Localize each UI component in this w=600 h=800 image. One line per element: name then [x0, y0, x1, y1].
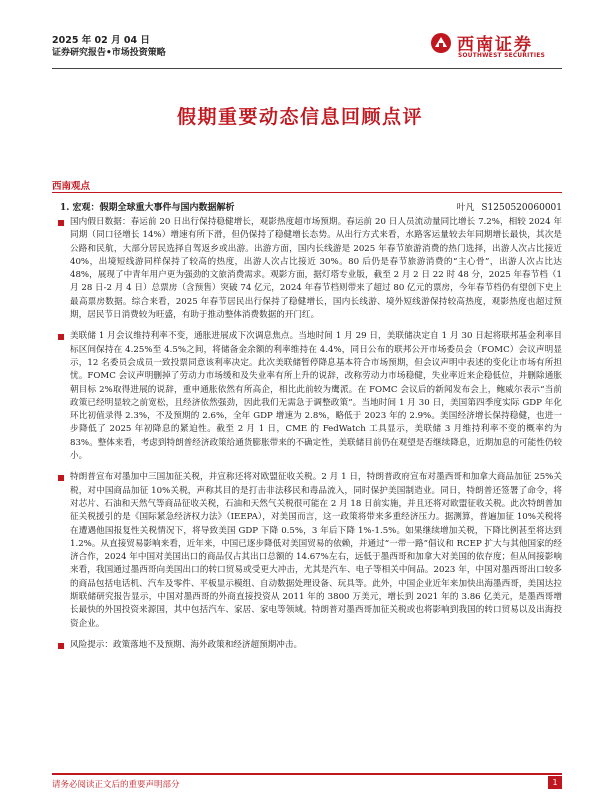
bullet-list [58, 216, 562, 660]
section-heading: 西南观点 [52, 181, 91, 192]
report-date: 2025 年 02 月 04 日 [52, 35, 150, 46]
bullet-item [58, 471, 562, 631]
logo-name-cn: 西南证券 [457, 35, 533, 55]
page-number: 1 [548, 776, 562, 789]
bullet-item [58, 330, 562, 463]
square-bullet-icon [58, 334, 64, 340]
logo-name-en: SOUTHWEST SECURITIES [458, 53, 546, 59]
author-name: 叶凡 [456, 203, 475, 213]
footer-disclaimer: 请务必阅读正文后的重要声明部分 [52, 780, 180, 790]
author-info [453, 200, 563, 213]
subsection-heading: 1. 宏观：假期全球重大事件与国内数据解析 [60, 203, 235, 213]
report-category: 证券研究报告•市场投资策略 [52, 48, 166, 58]
logo-mark-icon [430, 32, 452, 54]
bullet-text: 美联储 1 月会议维持利率不变，通胀进展成下次调息焦点。当地时间 1 月 29 日，美联储决定自 1 月 30 日起将联邦基金利率目标区间保持在 4.25%至 4.5%之间，将储备金余额的利率维持在 4.4%，同日公布的联邦公开市场委员会（FOMC）会议声明显示，12 名委员会成员一致投票同意该利率决定。此次美联储暂停降息基本符合市场预期，但会议声明中表述的变化让市场有所担忧。FOMC 会议声明删掉了劳动力市场缓和及失业率有所上升的说辞，改称劳动力市场稳健，失业率近来企稳低位，并删除通胀朝目标 2%取得进展的说辞，重申通胀依然有所高企，相比此前较为鹰派。在 FOMC 会议后的新闻发布会上，鲍威尔表示“当前政策已经明显较之前宽松，且经济依然强劲，因此我们无需急于调整政策”。当地时间 1 月 30 日，美国第四季度实际 GDP 年化环比初值录得 2.3%，不及预期的 2.6%，全年 GDP 增速为 2.8%，略低于 2023 年的 2.9%。美国经济增长保持稳健，也进一步降低了 2025 年初降息的紧迫性。截至 2 月 1 日，CME 的 FedWatch 工具显示，美联储 3 月维持利率不变的概率约为 83%。整体来看，考虑到特朗普经济政策给通货膨胀带来的不确定性，美联储目前仍在观望是否继续降息，近期加息的可能性仍较小。 [70, 331, 562, 462]
author-cert: S1250520060001 [481, 203, 562, 213]
bullet-item [58, 216, 562, 322]
bullet-text: 国内假日数据：春运前 20 日出行保持稳健增长，观影热度超市场预期。春运前 20 日人员流动量同比增长 7.2%，相较 2024 年同期（同口径增长 14%）增速有所下滑，但仍保持了稳健增长态势。从出行方式来看，水路客运量较去年同期增长最快，其次是公路和民航，大部分居民选择自驾返乡或出游。出游方面，国内长线游是 2025 年春节旅游消费的热门选择，出游人次占比接近 40%，出境短线游同样保持了较高的热度，出游人次占比接近 30%。80 后仍是春节旅游消费的“主心骨”，出游人次占比达 48%，展现了中青年用户更为强劲的文旅消费需求。观影方面，据灯塔专业版，截至 2 月 2 日 22 时 48 分，2025 年春节档（1 月 28 日-2 月 4 日）总票房（含预售）突破 74 亿元，2024 年春节档则带来了超过 80 亿元的票房，今年春节档仍有望创下史上最高票房数据。综合来看，2025 年春节居民出行保持了稳健增长，国内长线游、境外短线游保持较高热度，观影热度也超过预期，居民节日消费较为旺盛，有助于推动整体消费数据的开门红。 [70, 217, 562, 321]
bullet-item [58, 639, 562, 652]
header-divider [52, 68, 562, 69]
report-header [52, 34, 166, 60]
square-bullet-icon [58, 475, 64, 481]
company-logo [430, 28, 562, 66]
bullet-text: 风险提示：政策落地不及预期、海外政策和经济超预期冲击。 [70, 639, 303, 650]
section-divider [52, 192, 562, 193]
footer-divider [52, 773, 562, 775]
page-title: 假期重要动态信息回顾点评 [176, 106, 423, 128]
square-bullet-icon [58, 220, 64, 226]
bullet-text: 特朗普宣布对墨加中三国加征关税，并宣称还将对欧盟征收关税。2 月 1 日，特朗普政府宣布对墨西哥和加拿大商品加征 25%关税，对中国商品加征 10%关税，声称其目的是打击非法移民和毒品流入，同时保护美国制造业。同日，特朗普还签署了命令，将对芯片、石油和天然气等商品征收关税，石油和天然气关税很可能在 2 月 18 日前实施，并且还将对欧盟征收关税。此次特朗普加征关税援引的是《国际紧急经济权力法》（IEEPA），对美国而言，这一政策将带来多重经济压力。据测算，普遍加征 10%关税将在遭遇他国报复性关税情况下，将导致美国 GDP 下降 0.5%，3 年后下降 1%-1.5%。如果继续增加关税，下降比例甚至将达到 1.2%。从直接贸易影响来看，近年来，中国已逐步降低对美国贸易的依赖，并通过“一带一路”倡议和 RCEP 扩大与其他国家的经济合作，2024 年中国对美国出口的商品仅占其出口总额的 14.67%左右，远低于墨西哥和加拿大对美国的依存度；但从间接影响来看，我国通过墨西哥向美国出口的转口贸易或受更大冲击，尤其是汽车、电子等相关中间品。2023 年，中国对墨西哥出口较多的商品包括电话机、汽车及零件、平板显示模组、自动数据处理设备、玩具等。此外，中国企业近年来加快出海墨西哥，美国达拉斯联储研究报告显示，中国对墨西哥的外商直接投资从 2011 年的 3800 万美元，增长到 2021 年的 3.86 亿美元，是墨西哥增长最快的外国投资来源国，其中包括汽车、家居、家电等领域。特朗普对墨西哥加征关税或也将影响到我国的转口贸易以及出海投资企业。 [70, 472, 562, 629]
square-bullet-icon [58, 643, 64, 649]
